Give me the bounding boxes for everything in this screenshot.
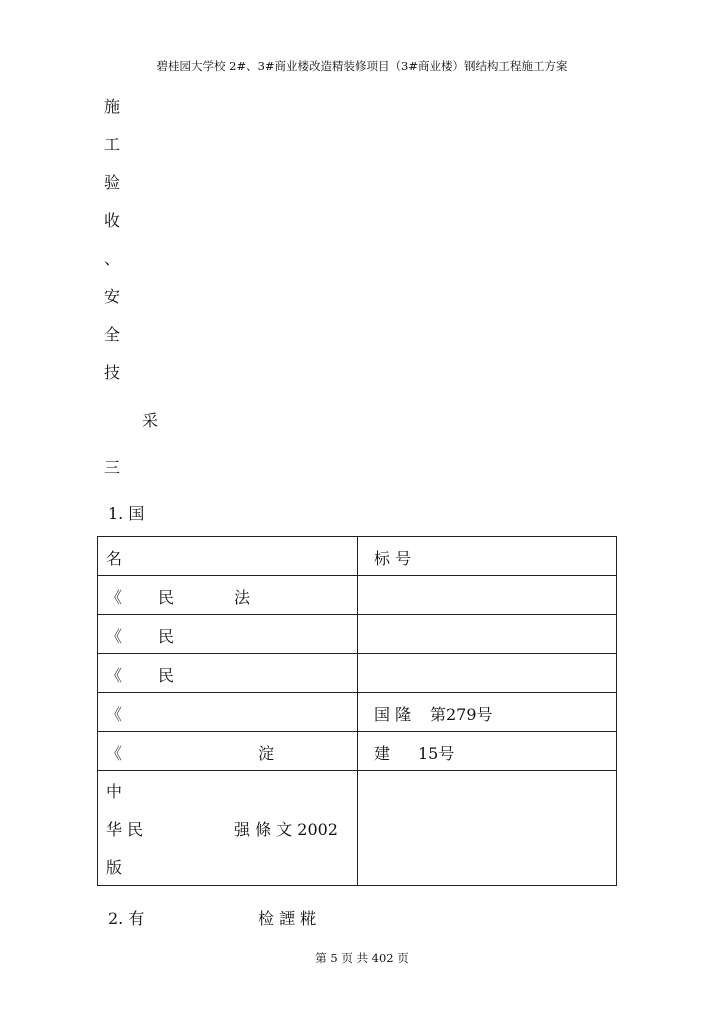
table-header-row bbox=[98, 537, 617, 576]
table-cell-text: 《 bbox=[106, 705, 123, 724]
heading-char: 全 bbox=[104, 325, 121, 344]
table-cell-text: 15号 bbox=[418, 744, 455, 763]
table-cell-text: 强 條 文 2002 bbox=[234, 820, 338, 839]
table-cell-text: 版 bbox=[106, 858, 123, 877]
heading-char: 收 bbox=[104, 211, 121, 230]
heading-char: 技 bbox=[104, 363, 121, 382]
table-cell-text: 建 bbox=[374, 744, 391, 763]
regulations-table bbox=[97, 536, 617, 886]
table-cell-text: 法 bbox=[234, 588, 251, 607]
page-footer: 第 5 页 共 402 页 bbox=[315, 951, 409, 965]
table-row bbox=[98, 654, 617, 693]
page-header: 碧桂园大学校 2#、3#商业楼改造精装修项目（3#商业楼）钢结构工程施工方案 bbox=[156, 59, 568, 73]
table-cell-text: 中 bbox=[106, 782, 123, 801]
section-heading-2-tail: 检 諲 糀 bbox=[258, 909, 317, 928]
table-header-code: 标 号 bbox=[374, 549, 412, 568]
text-fragment: 采 bbox=[142, 411, 159, 430]
table-row bbox=[98, 615, 617, 654]
table-header-name: 名 bbox=[106, 549, 123, 568]
heading-char: 施 bbox=[104, 97, 121, 116]
table-cell-text: 民 bbox=[158, 666, 175, 685]
table-cell-text: 国 隆 bbox=[374, 705, 412, 724]
table-row bbox=[98, 732, 617, 771]
table-cell-text: 民 bbox=[158, 627, 175, 646]
heading-char: 安 bbox=[104, 287, 121, 306]
table-cell-text: 第279号 bbox=[430, 705, 493, 724]
table-cell-text: 《 bbox=[106, 666, 123, 685]
table-cell-text: 《 bbox=[106, 588, 123, 607]
table-row bbox=[98, 693, 617, 732]
text-fragment: 三 bbox=[104, 458, 121, 477]
table-cell-text: 淀 bbox=[258, 744, 275, 763]
table-cell-text: 华 民 bbox=[106, 820, 144, 839]
section-heading-1: 1. 国 bbox=[108, 504, 145, 523]
section-heading-2: 2. 有 bbox=[108, 909, 145, 928]
table-cell-text: 《 bbox=[106, 744, 123, 763]
heading-char: 工 bbox=[104, 135, 121, 154]
table-row bbox=[98, 576, 617, 615]
table-cell-text: 《 bbox=[106, 627, 123, 646]
heading-char: 验 bbox=[104, 173, 121, 192]
heading-char: 、 bbox=[104, 249, 121, 268]
table-row bbox=[98, 771, 617, 886]
table-cell-text: 民 bbox=[158, 588, 175, 607]
